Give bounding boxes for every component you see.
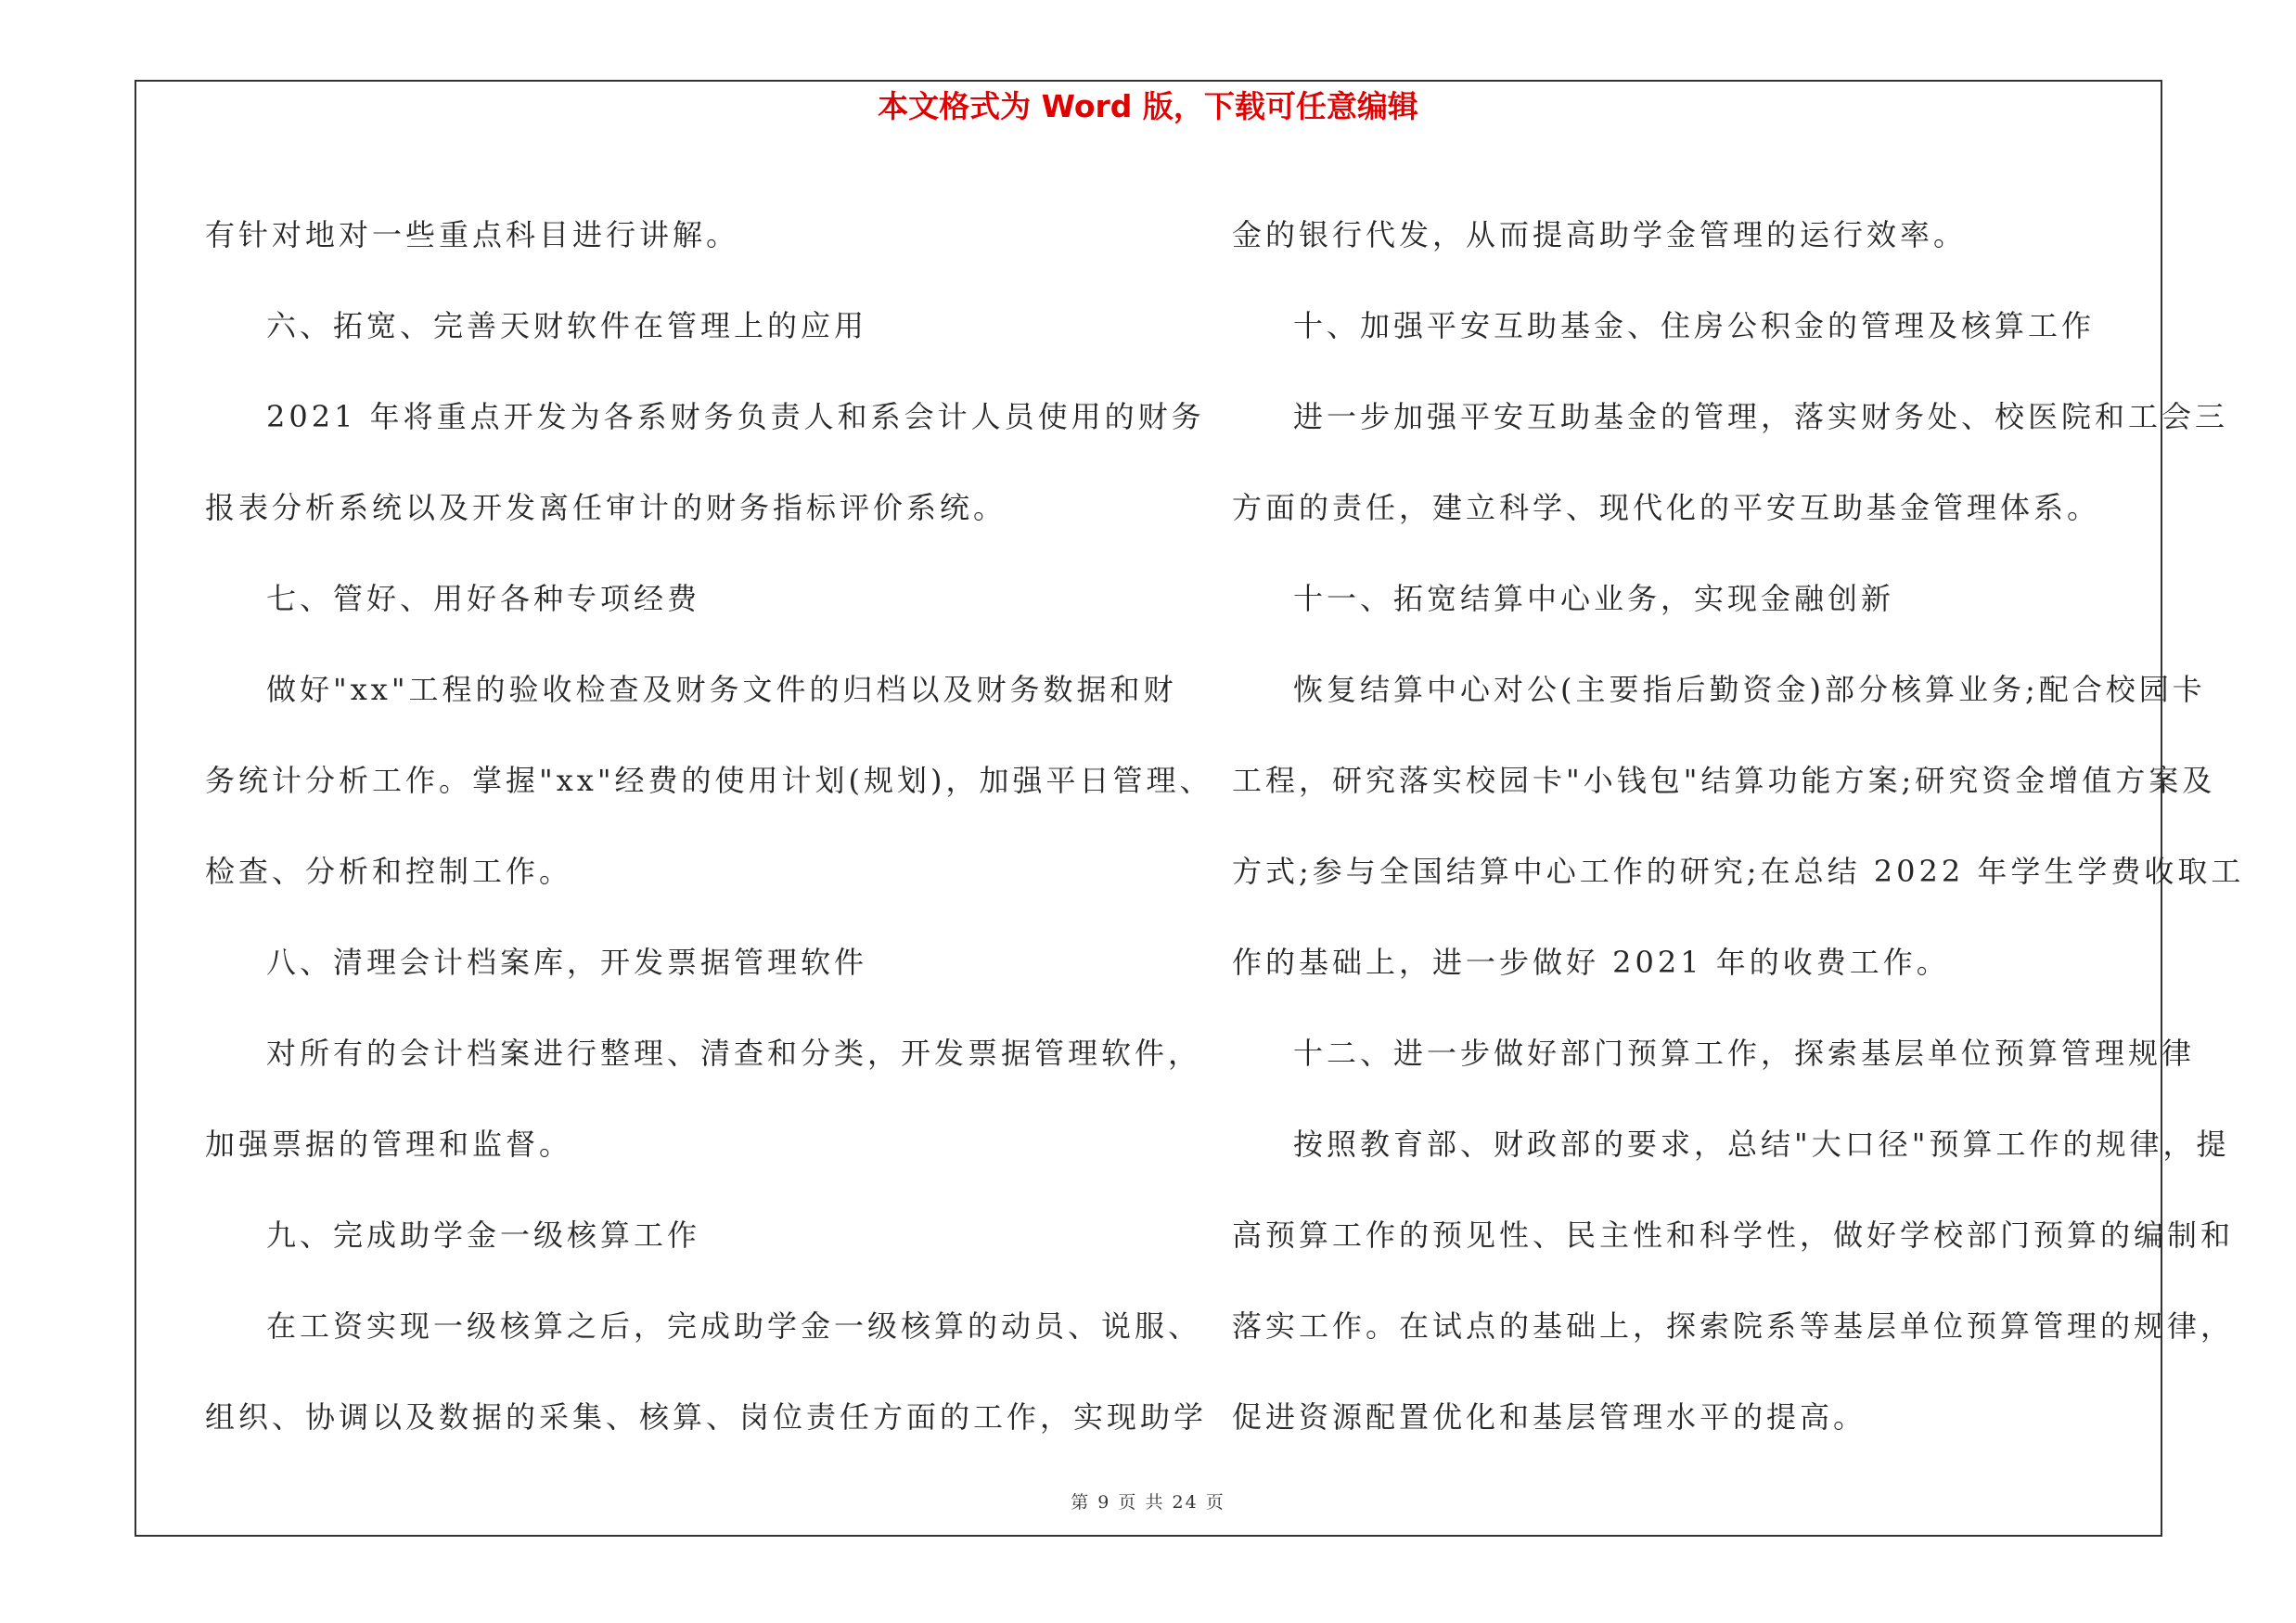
text-line: 对所有的会计档案进行整理、清查和分类，开发票据管理软件， (266, 1036, 1202, 1071)
text-line: 检查、分析和控制工作。 (205, 854, 573, 889)
text-line: 加强票据的管理和监督。 (205, 1127, 573, 1162)
text-line: 十一、拓宽结算中心业务，实现金融创新 (1293, 581, 1895, 616)
text-line: 组织、协调以及数据的采集、核算、岗位责任方面的工作，实现助学 (205, 1399, 1208, 1435)
text-line: 促进资源配置优化和基层管理水平的提高。 (1232, 1399, 1867, 1435)
text-line: 有针对地对一些重点科目进行讲解。 (205, 217, 740, 252)
text-line: 做好"xx"工程的验收检查及财务文件的归档以及财务数据和财 (266, 672, 1177, 707)
text-line: 进一步加强平安互助基金的管理，落实财务处、校医院和工会三 (1293, 399, 2229, 434)
text-line: 八、清理会计档案库，开发票据管理软件 (266, 945, 868, 980)
text-line: 方面的责任，建立科学、现代化的平安互助基金管理体系。 (1232, 490, 2101, 525)
text-line: 落实工作。在试点的基础上，探索院系等基层单位预算管理的规律， (1232, 1308, 2235, 1344)
right-text-column (1232, 187, 2245, 1461)
text-line: 工程，研究落实校园卡"小钱包"结算功能方案;研究资金增值方案及 (1232, 763, 2216, 798)
text-line: 十二、进一步做好部门预算工作，探索基层单位预算管理规律 (1293, 1036, 2196, 1071)
text-line: 十、加强平安互助基金、住房公积金的管理及核算工作 (1293, 308, 2096, 343)
text-line: 在工资实现一级核算之后，完成助学金一级核算的动员、说服、 (266, 1308, 1202, 1344)
text-line: 按照教育部、财政部的要求，总结"大口径"预算工作的规律，提 (1293, 1127, 2230, 1162)
text-line: 高预算工作的预见性、民主性和科学性，做好学校部门预算的编制和 (1232, 1217, 2235, 1253)
text-line: 报表分析系统以及开发离任审计的财务指标评价系统。 (205, 490, 1007, 525)
text-line: 作的基础上，进一步做好 2021 年的收费工作。 (1232, 945, 1950, 980)
text-line: 七、管好、用好各种专项经费 (266, 581, 701, 616)
left-text-column (205, 187, 1213, 1461)
text-line: 2021 年将重点开发为各系财务负责人和系会计人员使用的财务 (266, 399, 1205, 434)
text-line: 恢复结算中心对公(主要指后勤资金)部分核算业务;配合校园卡 (1293, 672, 2206, 707)
text-line: 六、拓宽、完善天财软件在管理上的应用 (266, 308, 868, 343)
text-line: 务统计分析工作。掌握"xx"经费的使用计划(规划)，加强平日管理、 (205, 763, 1213, 798)
page-number-footer: 第 9 页 共 24 页 (1071, 1492, 1225, 1513)
text-line: 方式;参与全国结算中心工作的研究;在总结 2022 年学生学费收取工 (1232, 854, 2245, 889)
text-line: 九、完成助学金一级核算工作 (266, 1217, 701, 1253)
format-banner: 本文格式为 Word 版，下载可任意编辑 (878, 88, 1418, 124)
text-line: 金的银行代发，从而提高助学金管理的运行效率。 (1232, 217, 1968, 252)
